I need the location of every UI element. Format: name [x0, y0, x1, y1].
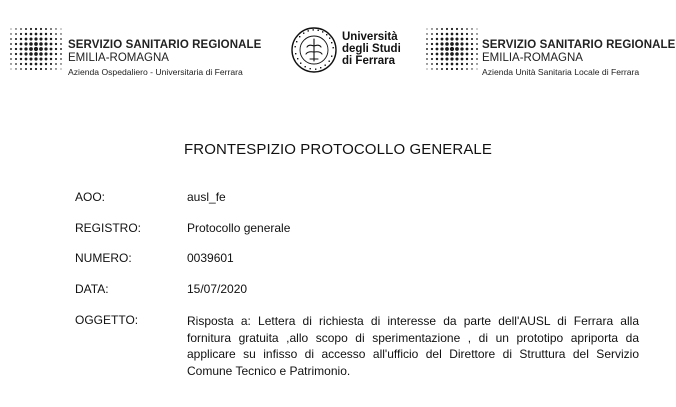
- left-logo-text: [68, 38, 261, 79]
- logo-dot: [55, 68, 56, 69]
- logo-dot: [10, 68, 11, 69]
- logo-dot: [15, 48, 17, 50]
- logo-dot: [20, 38, 22, 40]
- logo-dot: [50, 63, 52, 65]
- logo-dot: [15, 43, 17, 45]
- numero-value: 0039601: [187, 251, 234, 265]
- logo-dot: [55, 48, 57, 50]
- logo-dot: [445, 42, 449, 46]
- logo-dot: [44, 52, 47, 55]
- logo-dot: [471, 53, 473, 55]
- logo-dot: [451, 63, 454, 66]
- center-logo-text: [342, 31, 401, 67]
- logo-dot: [44, 47, 47, 50]
- logo-dot: [426, 58, 428, 60]
- logo-dot: [476, 63, 477, 64]
- logo-dot: [461, 58, 464, 61]
- logo-dot: [60, 63, 61, 64]
- logo-dot: [20, 68, 22, 70]
- logo-dot: [20, 53, 23, 56]
- logo-dot: [55, 53, 57, 55]
- logo-dot: [45, 58, 48, 61]
- logo-dot: [10, 43, 12, 45]
- document-title: FRONTESPIZIO PROTOCOLLO GENERALE: [184, 141, 492, 158]
- logo-dot: [471, 33, 473, 35]
- logo-dot: [10, 33, 11, 34]
- logo-dot: [446, 68, 448, 70]
- center-logo-line2: degli Studi: [342, 43, 401, 55]
- logo-dot: [24, 47, 27, 50]
- logo-dot: [455, 52, 459, 56]
- left-logo-ssr-aou-ferrara: [8, 24, 270, 84]
- logo-dot: [466, 48, 469, 51]
- data-value: 15/07/2020: [187, 282, 248, 296]
- logo-dot: [445, 57, 448, 60]
- logo-dot: [20, 48, 23, 51]
- logo-dot: [445, 52, 449, 56]
- logo-dot: [440, 52, 443, 55]
- logo-dot: [461, 68, 463, 70]
- logo-dot: [10, 58, 12, 60]
- logo-dot: [476, 48, 478, 50]
- logo-dot: [461, 63, 463, 65]
- logo-dot: [440, 47, 443, 50]
- logo-dot: [39, 37, 42, 40]
- logo-dot: [426, 53, 428, 55]
- logo-dot: [436, 33, 438, 35]
- right-logo-ssr-ausl-ferrara: [424, 24, 676, 84]
- right-logo-region: EMILIA-ROMAGNA: [482, 52, 583, 64]
- oggetto-value: Risposta a: Lettera di richiesta di interesse da parte dell'AUSL di Ferrara alla fornitura gratuita ,allo scopo di sperimentazione , di un prototipo apriporta da applicare su infisso di accesso all'ufficio del Direttore di Struttura del Servizio Comune Tecnico e Patrimonio.: [187, 314, 639, 378]
- logo-dot: [15, 28, 16, 29]
- logo-dot: [450, 47, 454, 51]
- logo-dot: [34, 57, 37, 60]
- logo-dot: [426, 38, 428, 40]
- logo-dot: [456, 33, 459, 36]
- logo-dot: [50, 43, 53, 46]
- logo-dot: [436, 38, 438, 40]
- logo-dot: [476, 53, 478, 55]
- logo-dot: [455, 37, 458, 40]
- logo-dot: [60, 33, 61, 34]
- logo-dot: [34, 52, 38, 56]
- right-logo-text: [482, 38, 675, 79]
- logo-dot: [476, 68, 477, 69]
- logo-dot: [455, 57, 458, 60]
- logo-dot: [45, 63, 47, 65]
- logo-dot: [25, 28, 27, 30]
- logo-dot: [55, 33, 57, 35]
- logo-dot: [10, 63, 11, 64]
- logo-dot: [60, 43, 62, 45]
- logo-dot: [45, 33, 47, 35]
- center-logo-line3: di Ferrara: [342, 55, 396, 67]
- logo-dot: [10, 38, 12, 40]
- logo-dot: [20, 58, 22, 60]
- logo-dot: [35, 68, 37, 70]
- logo-dot: [55, 28, 56, 29]
- logo-dot: [441, 38, 444, 41]
- logo-dot: [441, 68, 443, 70]
- logo-dot: [15, 68, 16, 69]
- logo-dot: [426, 43, 428, 45]
- logo-dot: [29, 52, 33, 56]
- logo-dot: [436, 63, 438, 65]
- logo-dot: [20, 28, 22, 30]
- aoo-label: AOO:: [75, 190, 106, 204]
- logo-dot: [451, 68, 453, 70]
- logo-dot: [431, 53, 433, 55]
- logo-dot: [436, 68, 438, 70]
- center-logo-line1: Università: [342, 31, 398, 43]
- logo-dot: [50, 33, 52, 35]
- logo-dot: [456, 28, 458, 30]
- logo-dot: [10, 53, 12, 55]
- logo-dot: [471, 58, 473, 60]
- logo-dot: [436, 58, 438, 60]
- aoo-value: ausl_fe: [187, 190, 226, 204]
- logo-dot: [29, 37, 32, 40]
- logo-dot: [471, 38, 473, 40]
- registro-value: Protocollo generale: [187, 221, 291, 235]
- logo-dot: [450, 37, 453, 40]
- logo-dot: [24, 52, 27, 55]
- left-logo-title: SERVIZIO SANITARIO REGIONALE: [68, 39, 262, 51]
- logo-dot: [466, 33, 468, 35]
- logo-dot: [440, 42, 443, 45]
- left-logo-region: EMILIA-ROMAGNA: [68, 52, 169, 64]
- logo-dot: [24, 42, 27, 45]
- logo-dot: [451, 33, 454, 36]
- right-logo-title: SERVIZIO SANITARIO REGIONALE: [482, 39, 676, 51]
- logo-dot: [446, 28, 448, 30]
- logo-dot: [60, 48, 62, 50]
- logo-dot: [451, 28, 453, 30]
- logo-dot: [476, 58, 478, 60]
- logo-dot: [471, 68, 472, 69]
- logo-dot: [60, 28, 61, 29]
- logo-dot: [446, 33, 449, 36]
- logo-dot: [55, 63, 57, 65]
- logo-dot: [50, 28, 52, 30]
- logo-dot: [431, 58, 433, 60]
- logo-dot: [426, 33, 427, 34]
- logo-dot: [39, 52, 43, 56]
- logo-dot: [45, 68, 47, 70]
- logo-dot: [445, 37, 448, 40]
- right-logo-subtitle: Azienda Unità Sanitaria Locale di Ferrara: [482, 67, 640, 77]
- logo-dot: [471, 63, 473, 65]
- logo-dot: [45, 38, 48, 41]
- logo-dot: [466, 28, 468, 30]
- logo-dot: [34, 47, 38, 51]
- logo-dot: [40, 33, 43, 36]
- logo-dot: [466, 53, 469, 56]
- logo-dot: [29, 57, 32, 60]
- logo-dot: [50, 68, 52, 70]
- logo-dot: [431, 33, 433, 35]
- logo-dot: [25, 38, 28, 41]
- logo-dot: [431, 48, 433, 50]
- logo-dot: [476, 28, 477, 29]
- oggetto-label: OGGETTO:: [75, 313, 139, 327]
- logo-dot: [436, 53, 439, 56]
- logo-dot: [29, 47, 33, 51]
- logo-dot: [461, 28, 463, 30]
- registro-label: REGISTRO:: [75, 221, 142, 235]
- center-logo-unife: [290, 24, 408, 84]
- logo-dot: [30, 28, 32, 30]
- logo-dot: [40, 68, 42, 70]
- logo-dot: [441, 28, 443, 30]
- logo-dot: [445, 47, 449, 51]
- logo-dot: [466, 68, 468, 70]
- data-label: DATA:: [75, 282, 109, 296]
- logo-dot: [15, 33, 17, 35]
- logo-dot: [25, 33, 27, 35]
- logo-dot: [426, 63, 427, 64]
- logo-dot: [426, 28, 427, 29]
- logo-dot: [34, 42, 38, 46]
- logo-dot: [461, 38, 464, 41]
- left-logo-subtitle: Azienda Ospedaliero - Universitaria di Ferrara: [68, 67, 243, 77]
- logo-dot: [15, 53, 17, 55]
- logo-dot: [450, 42, 454, 46]
- halftone-dots-icon: [8, 26, 64, 70]
- logo-dot: [450, 57, 453, 60]
- logo-dot: [50, 58, 52, 60]
- logo-dot: [55, 58, 57, 60]
- logo-dot: [29, 42, 33, 46]
- logo-dot: [436, 28, 438, 30]
- logo-dot: [35, 63, 38, 66]
- logo-dot: [426, 48, 428, 50]
- logo-dot: [60, 58, 62, 60]
- logo-dot: [455, 47, 459, 51]
- logo-dot: [471, 48, 473, 50]
- logo-dot: [15, 63, 17, 65]
- logo-dot: [426, 68, 427, 69]
- university-seal-icon: [290, 26, 338, 74]
- logo-dot: [476, 38, 478, 40]
- logo-dot: [20, 43, 23, 46]
- logo-dot: [431, 38, 433, 40]
- logo-dot: [25, 68, 27, 70]
- logo-dot: [55, 43, 57, 45]
- logo-dot: [431, 28, 432, 29]
- logo-dot: [10, 48, 12, 50]
- logo-dot: [20, 63, 22, 65]
- logo-dot: [436, 48, 439, 51]
- logo-dot: [40, 28, 42, 30]
- logo-dot: [50, 48, 53, 51]
- logo-dot: [30, 33, 33, 36]
- logo-dot: [466, 58, 468, 60]
- logo-dot: [50, 38, 52, 40]
- logo-dot: [35, 28, 37, 30]
- logo-dot: [460, 42, 463, 45]
- logo-dot: [39, 47, 43, 51]
- logo-dot: [60, 38, 62, 40]
- logo-dot: [471, 28, 472, 29]
- logo-dot: [431, 68, 432, 69]
- logo-dot: [466, 63, 468, 65]
- logo-dot: [441, 33, 443, 35]
- logo-dot: [39, 57, 42, 60]
- logo-dot: [44, 42, 47, 45]
- logo-dot: [456, 68, 458, 70]
- logo-dot: [476, 43, 478, 45]
- logo-dot: [441, 63, 443, 65]
- logo-dot: [431, 63, 433, 65]
- logo-dot: [456, 63, 459, 66]
- logo-dot: [55, 38, 57, 40]
- logo-dot: [34, 37, 37, 40]
- numero-label: NUMERO:: [75, 251, 132, 265]
- logo-dot: [50, 53, 53, 56]
- logo-dot: [60, 68, 61, 69]
- logo-dot: [460, 47, 463, 50]
- logo-dot: [39, 42, 43, 46]
- logo-dot: [450, 52, 454, 56]
- logo-dot: [446, 63, 449, 66]
- logo-dot: [436, 43, 439, 46]
- logo-dot: [460, 52, 463, 55]
- logo-dot: [455, 42, 459, 46]
- logo-dot: [35, 33, 38, 36]
- logo-dot: [15, 58, 17, 60]
- logo-dot: [441, 58, 444, 61]
- logo-dot: [20, 33, 22, 35]
- logo-dot: [431, 43, 433, 45]
- logo-dot: [10, 28, 11, 29]
- logo-dot: [40, 63, 43, 66]
- logo-dot: [466, 43, 469, 46]
- logo-dot: [471, 43, 473, 45]
- logo-dot: [25, 63, 27, 65]
- halftone-dots-icon: [424, 26, 480, 70]
- logo-dot: [15, 38, 17, 40]
- logo-dot: [45, 28, 47, 30]
- logo-dot: [30, 63, 33, 66]
- logo-dot: [466, 38, 468, 40]
- logo-dot: [461, 33, 463, 35]
- logo-dot: [30, 68, 32, 70]
- logo-dot: [60, 53, 62, 55]
- logo-dot: [25, 58, 28, 61]
- logo-dot: [476, 33, 477, 34]
